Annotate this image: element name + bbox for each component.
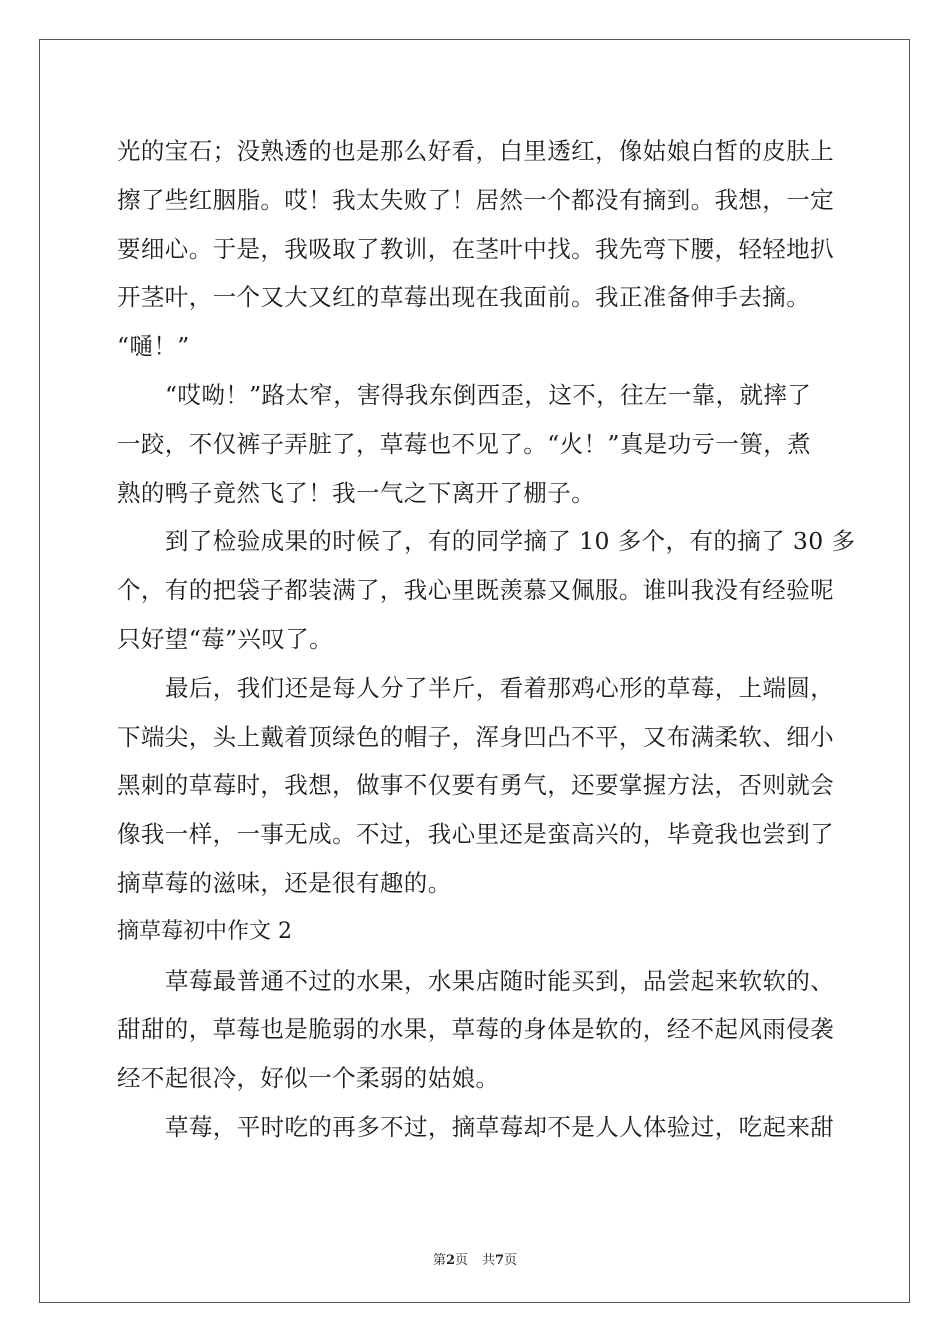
text-line: 光的宝石；没熟透的也是那么好看，白里透红，像姑娘白皙的皮肤上 xyxy=(117,137,834,165)
paragraph-start-line: 到了检验成果的时候了，有的同学摘了 10 多个，有的摘了 30 多 xyxy=(165,527,856,556)
text-line: 要细心。于是，我吸取了教训，在茎叶中找。我先弯下腰，轻轻地扒 xyxy=(117,234,834,263)
text-line: “嗵！” xyxy=(117,332,190,361)
text-line: 个，有的把袋子都装满了，我心里既羡慕又佩服。谁叫我没有经验呢 xyxy=(117,576,834,605)
text-line: 下端尖，头上戴着顶绿色的帽子，浑身凹凸不平，又布满柔软、细小 xyxy=(117,722,834,751)
section-heading: 摘草莓初中作文 2 xyxy=(117,918,292,944)
page-footer xyxy=(0,1249,950,1268)
paragraph-start-line: 最后，我们还是每人分了半斤，看着那鸡心形的草莓，上端圆， xyxy=(165,673,835,702)
text-line: 像我一样，一事无成。不过，我心里还是蛮高兴的，毕竟我也尝到了 xyxy=(117,820,834,849)
total-suffix: 页 xyxy=(504,1253,518,1268)
paragraph-start-line: “哎呦！”路太窄，害得我东倒西歪，这不，往左一靠，就摔了 xyxy=(165,380,812,409)
text-line: 黑刺的草莓时，我想，做事不仅要有勇气，还要掌握方法，否则就会 xyxy=(117,771,834,800)
page-suffix: 页 xyxy=(454,1253,468,1268)
text-line: 一跤，不仅裤子弄脏了，草莓也不见了。“火！”真是功亏一篑，煮 xyxy=(117,429,812,458)
text-line: 经不起很冷，好似一个柔弱的姑娘。 xyxy=(117,1064,500,1093)
page-total: 7 xyxy=(495,1253,505,1268)
text-line: 开茎叶，一个又大又红的草莓出现在我面前。我正准备伸手去摘。 xyxy=(117,283,811,312)
page-prefix: 第 xyxy=(432,1253,446,1268)
text-line: 摘草莓的滋味，还是很有趣的。 xyxy=(117,868,452,897)
total-prefix: 共 xyxy=(482,1253,496,1268)
page-current: 2 xyxy=(445,1253,455,1268)
text-line: 甜甜的，草莓也是脆弱的水果，草莓的身体是软的，经不起风雨侵袭 xyxy=(117,1015,834,1044)
document-body xyxy=(117,127,856,1152)
paragraph-start-line: 草莓最普通不过的水果，水果店随时能买到，品尝起来软软的、 xyxy=(165,966,835,995)
paragraph-start-line: 草莓，平时吃的再多不过，摘草莓却不是人人体验过，吃起来甜 xyxy=(165,1112,835,1141)
text-line: 只好望“莓”兴叹了。 xyxy=(117,624,334,653)
text-line: 擦了些红胭脂。哎！我太失败了！居然一个都没有摘到。我想，一定 xyxy=(117,185,834,214)
text-line: 熟的鸭子竟然飞了！我一气之下离开了棚子。 xyxy=(117,478,595,507)
